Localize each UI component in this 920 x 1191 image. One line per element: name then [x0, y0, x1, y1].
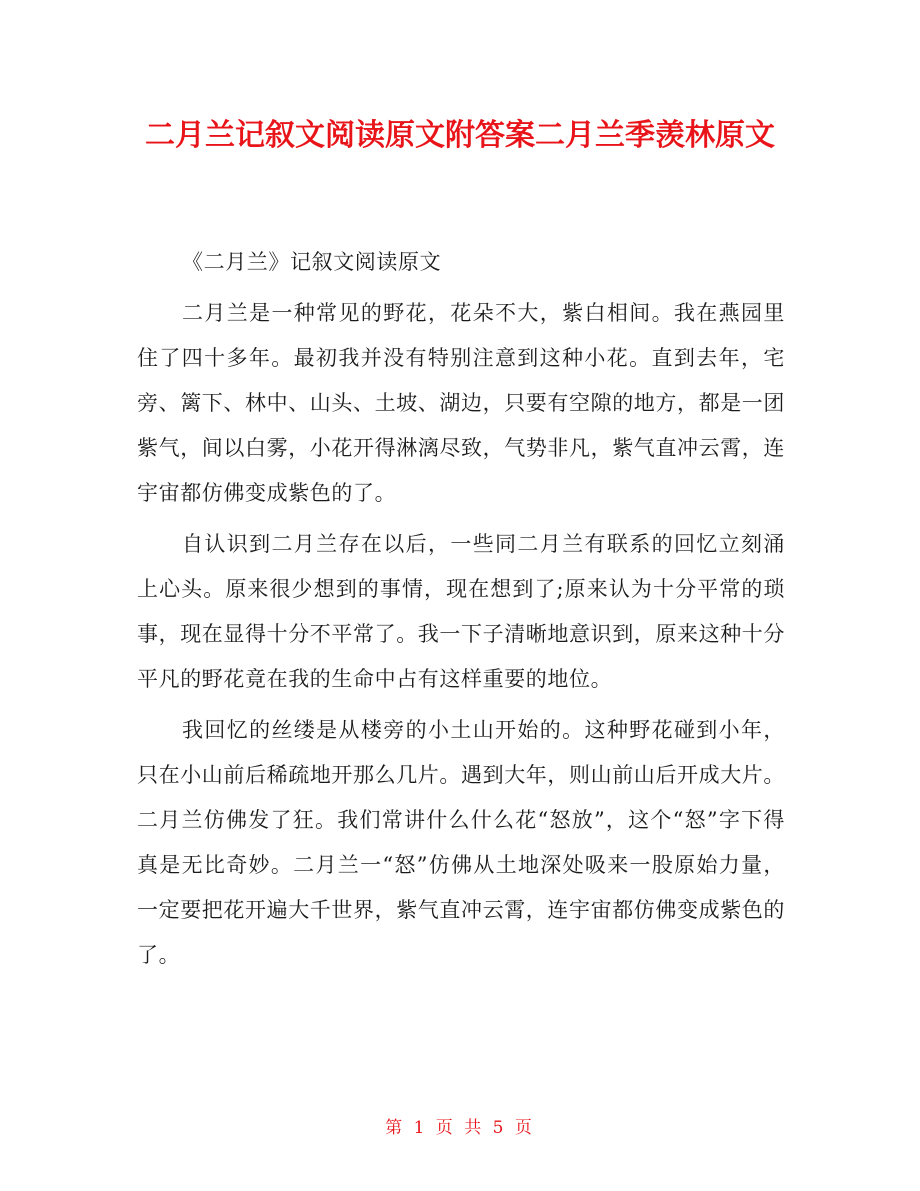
paragraph-3: 我回忆的丝缕是从楼旁的小土山开始的。这种野花碰到小年，只在小山前后稀疏地开那么几片。遇到大年，则山前山后开成大片。二月兰仿佛发了狂。我们常讲什么什么花“怒放”，这个“怒”字下得真是无比奇妙。二月兰一“怒”仿佛从土地深处吸来一股原始力量，一定要把花开遍大千世界，紫气直冲云霄，连宇宙都仿佛变成紫色的了。: [137, 718, 785, 967]
paragraph-1: 二月兰是一种常见的野花，花朵不大，紫白相间。我在燕园里住了四十多年。最初我并没有特别注意到这种小花。直到去年，宅旁、篱下、林中、山头、土坡、湖边，只要有空隙的地方，都是一团紫气，间以白雾，小花开得淋漓尽致，气势非凡，紫气直冲云霄，连宇宙都仿佛变成紫色的了。: [137, 301, 785, 505]
page-footer: [0, 1113, 920, 1138]
document-title: 二月兰记叙文阅读原文附答案二月兰季羡林原文: [145, 118, 775, 153]
paragraph-heading: 《二月兰》记叙文阅读原文: [182, 250, 442, 274]
page-number-label: 第 1 页 共 5 页: [385, 1118, 535, 1138]
paragraph-2: 自认识到二月兰存在以后，一些同二月兰有联系的回忆立刻涌上心头。原来很少想到的事情，现在想到了;原来认为十分平常的琐事，现在显得十分不平常了。我一下子清晰地意识到，原来这种十分平凡的野花竟在我的生命中占有这样重要的地位。: [137, 532, 785, 691]
document-body: [137, 240, 785, 978]
